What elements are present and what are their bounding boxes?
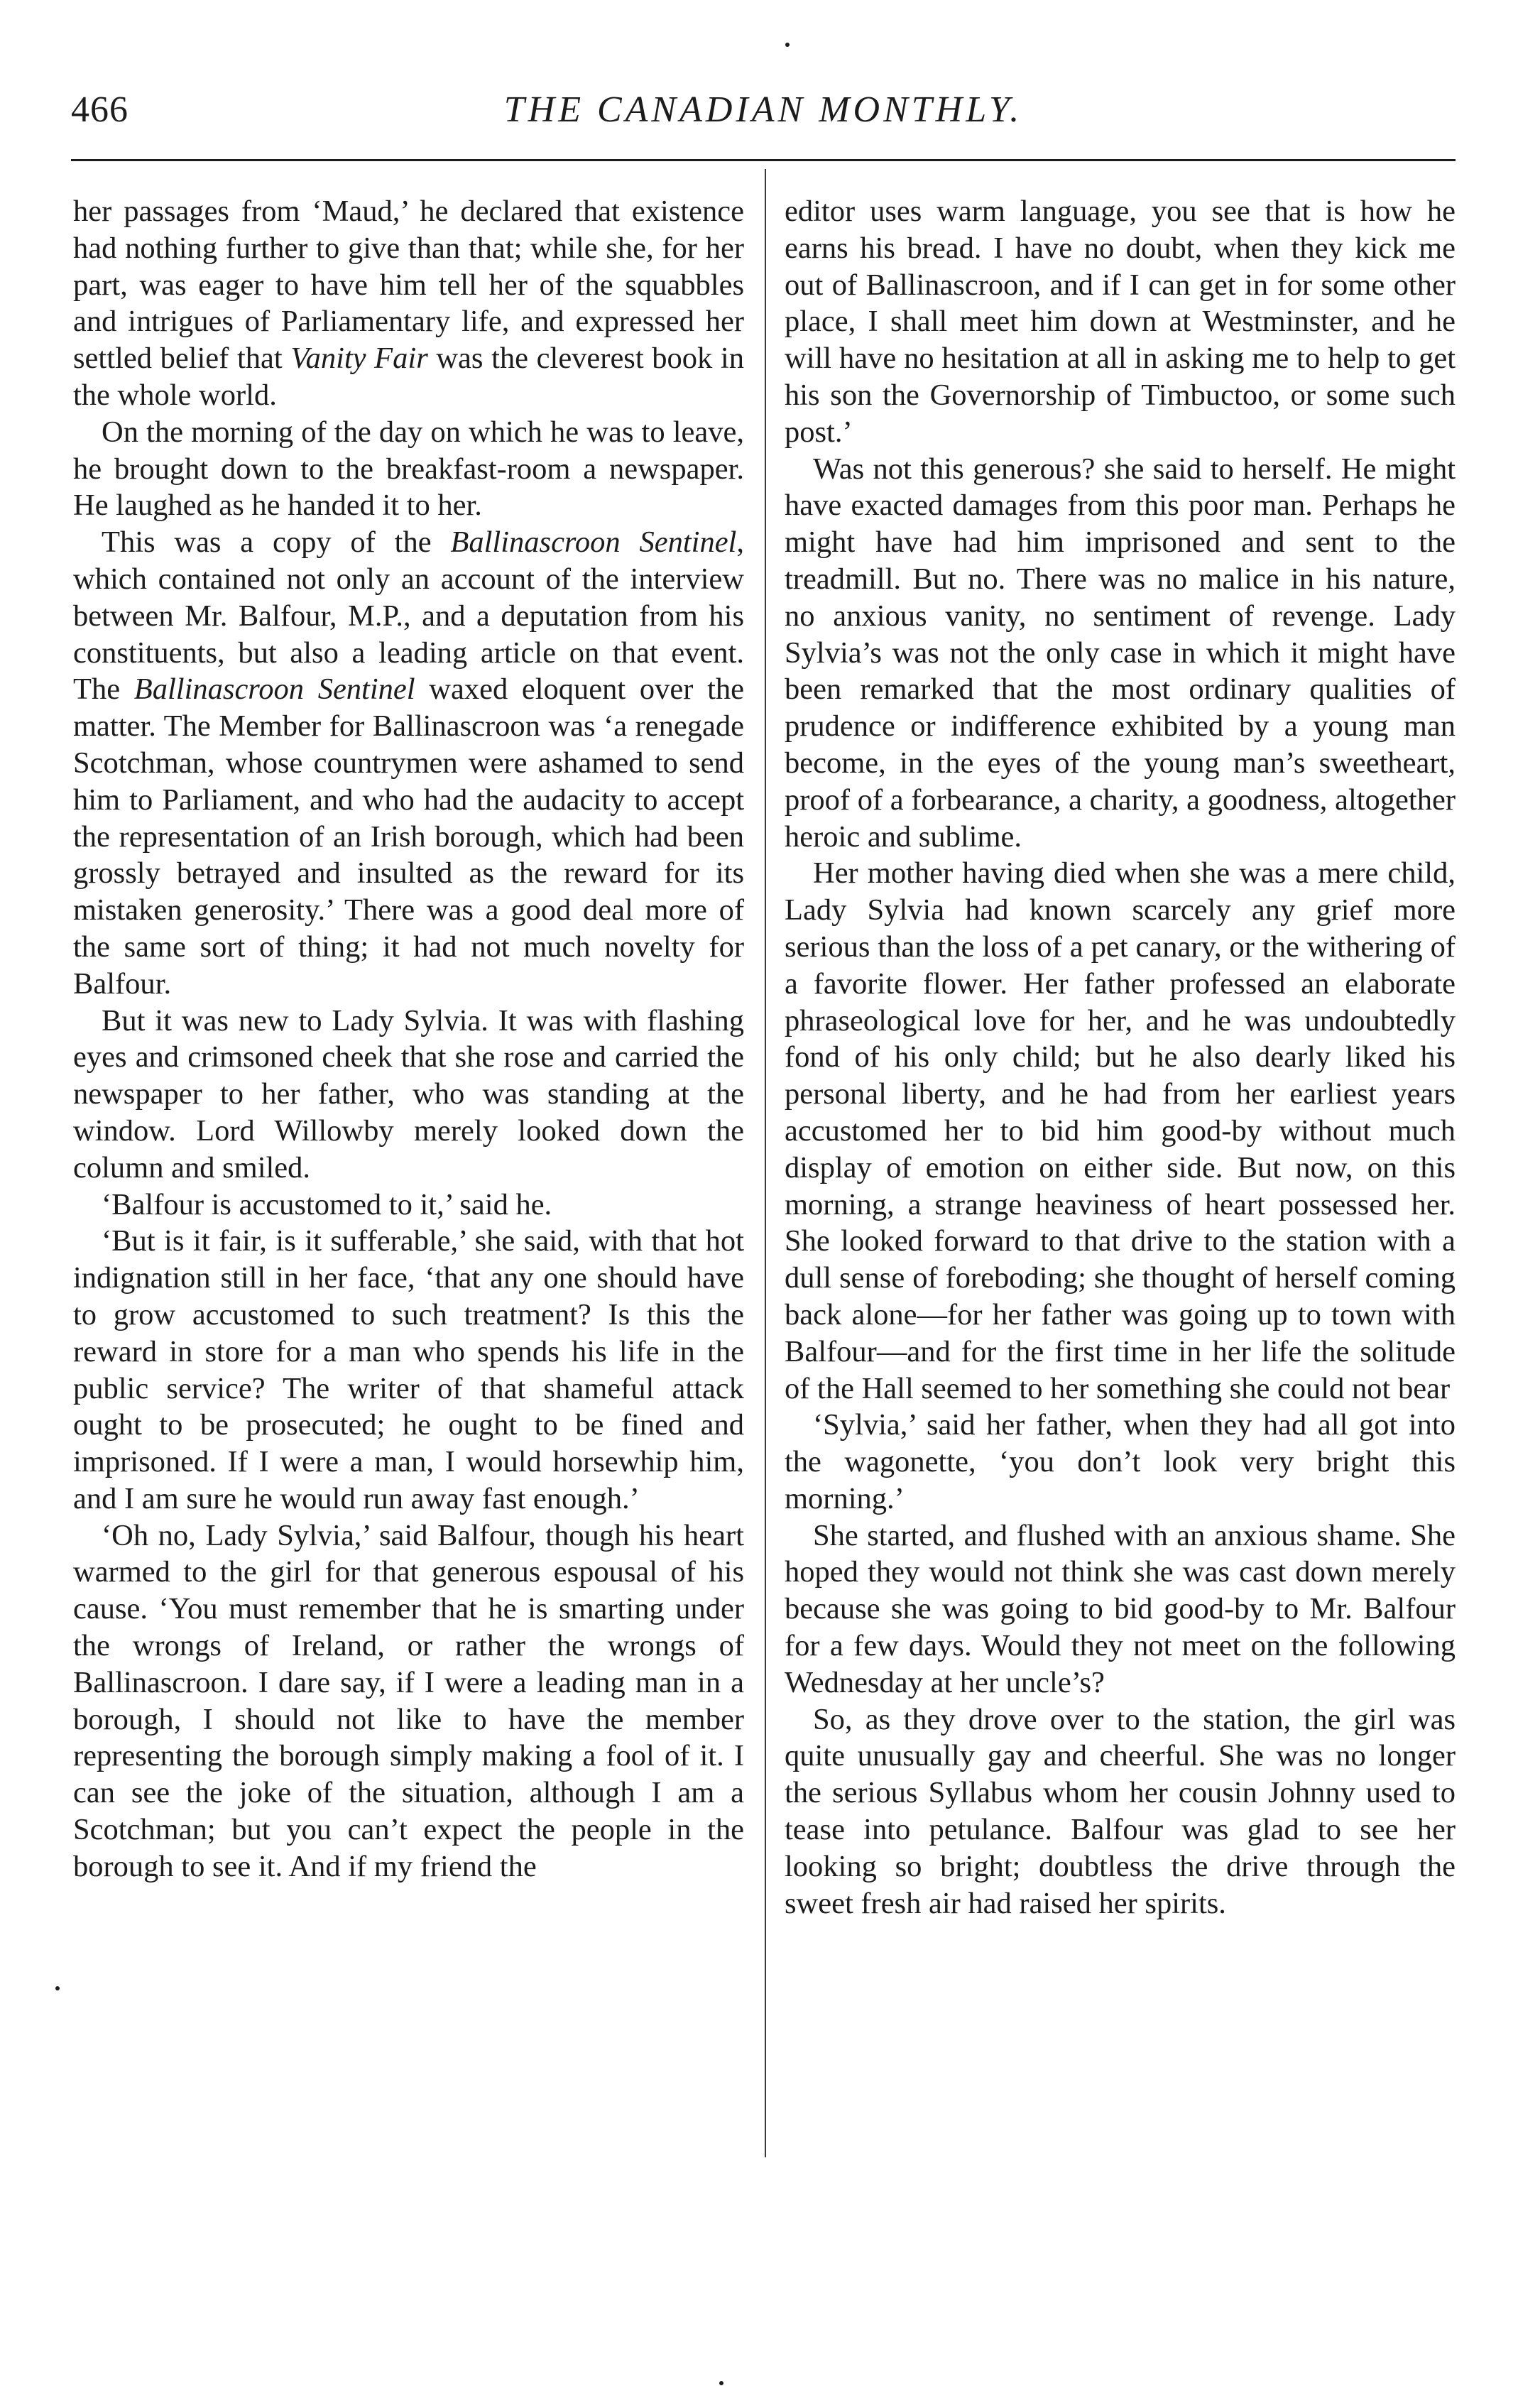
- print-speck: [719, 2381, 723, 2385]
- paragraph: ‘Sylvia,’ said her father, when they had all got into the wagonette, ‘you don’t look very bright this morning.’: [785, 1408, 1456, 1515]
- header-rule: [71, 159, 1456, 161]
- paragraph: She started, and flushed with an anxious shame. She hoped they would not think she was cast down merely because she was going to bid good-by to Mr. Balfour for a few days. Would they not meet on the following Wednesday at her uncle’s?: [785, 1518, 1456, 1699]
- paragraph: Was not this generous? she said to herself. He might have exacted damages from this poor man. Perhaps he might have had him imprisoned and sent to the treadmill. But no. There was no malice in his nature, no anxious vanity, no sentiment of revenge. Lady Sylvia’s was not the only case in which it might have been remarked that the most ordinary qualities of prudence or indifference exhibited by a young man become, in the eyes of the young man’s sweetheart, proof of a forbearance, a charity, a goodness, altogether heroic and sublime.: [785, 452, 1456, 854]
- paragraph: her passages from ‘Maud,’ he declared that existence had nothing further to give than that; while she, for her part, was eager to have him tell her of the squabbles and intrigues of Parliamentary life, and expressed her settled belief that Vanity Fair was the cleverest book in the whole world.: [73, 195, 744, 412]
- page-number: 466: [71, 89, 129, 130]
- italic-title: Ballinascroon Sentinel: [450, 525, 737, 560]
- print-speck: [785, 43, 790, 47]
- italic-title: Ballinascroon Sentinel: [133, 672, 415, 707]
- paragraph: ‘But is it fair, is it sufferable,’ she said, with that hot indignation still in her face, ‘that any one should have to grow accustomed to such treatment? Is this the reward in store for a man who spends his life in the public service? The writer of that shameful attack ought to be prosecuted; he ought to be fined and imprisoned. If I were a man, I would horsewhip him, and I am sure he would run away fast enough.’: [73, 1224, 744, 1515]
- left-column: [73, 193, 744, 1885]
- paragraph: This was a copy of the Ballinascroon Sentinel, which contained not only an account of the interview between Mr. Balfour, M.P., and a deputation from his constituents, but also a leading article on that event. The Ballinascroon Sentinel waxed eloquent over the matter. The Member for Ballinascroon was ‘a renegade Scotchman, whose countrymen were ashamed to send him to Parliament, and who had the audacity to accept the representation of an Irish borough, which had been grossly betrayed and insulted as the reward for its mistaken generosity.’ There was a good deal more of the same sort of thing; it had not much novelty for Balfour.: [73, 525, 745, 1001]
- column-divider: [765, 169, 766, 2157]
- paragraph: editor uses warm language, you see that is how he earns his bread. I have no doubt, when they kick me out of Ballinascroon, and if I can get in for some other place, I shall meet him down at Westminster, and he will have no hesitation at all in asking me to help to get his son the Governorship of Timbuctoo, or some such post.’: [785, 195, 1456, 449]
- paragraph: ‘Oh no, Lady Sylvia,’ said Balfour, though his heart warmed to the girl for that generous espousal of his cause. ‘You must remember that he is smarting under the wrongs of Ireland, or rather the wrongs of Ballinascroon. I dare say, if I were a leading man in a borough, I should not like to have the member representing the borough simply making a fool of it. I can see the joke of the situation, although I am a Scotchman; but you can’t expect the people in the borough to see it. And if my friend the: [73, 1518, 744, 1883]
- paragraph: Her mother having died when she was a mere child, Lady Sylvia had known scarcely any grief more serious than the loss of a pet canary, or the withering of a favorite flower. Her father professed an elaborate phraseological love for her, and he was undoubtedly fond of his only child; but he also dearly liked his personal liberty, and he had from her earliest years accustomed her to bid him good-by without much display of emotion on either side. But now, on this morning, a strange heaviness of heart possessed her. She looked forward to that drive to the station with a dull sense of foreboding; she thought of herself coming back alone—for her father was going up to town with Balfour—and for the first time in her life the solitude of the Hall seemed to her something she could not bear: [785, 856, 1456, 1405]
- italic-title: Vanity Fair: [290, 342, 428, 376]
- running-header: [71, 82, 1456, 146]
- paragraph: But it was new to Lady Sylvia. It was with flashing eyes and crimsoned cheek that she rose and carried the newspaper to her father, who was standing at the window. Lord Willowby merely looked down the column and smiled.: [73, 1003, 744, 1184]
- journal-title: THE CANADIAN MONTHLY.: [503, 89, 1023, 130]
- print-speck: [55, 1986, 60, 1990]
- paragraph: On the morning of the day on which he was to leave, he brought down to the breakfast-room a newspaper. He laughed as he handed it to her.: [73, 415, 744, 523]
- paragraph: ‘Balfour is accustomed to it,’ said he.: [102, 1187, 552, 1221]
- right-column: [785, 193, 1456, 1922]
- paragraph: So, as they drove over to the station, the girl was quite unusually gay and cheerful. She was no longer the serious Syllabus whom her cousin Johnny used to tease into petulance. Balfour was glad to see her looking so bright; doubtless the drive through the sweet fresh air had raised her spirits.: [785, 1702, 1456, 1920]
